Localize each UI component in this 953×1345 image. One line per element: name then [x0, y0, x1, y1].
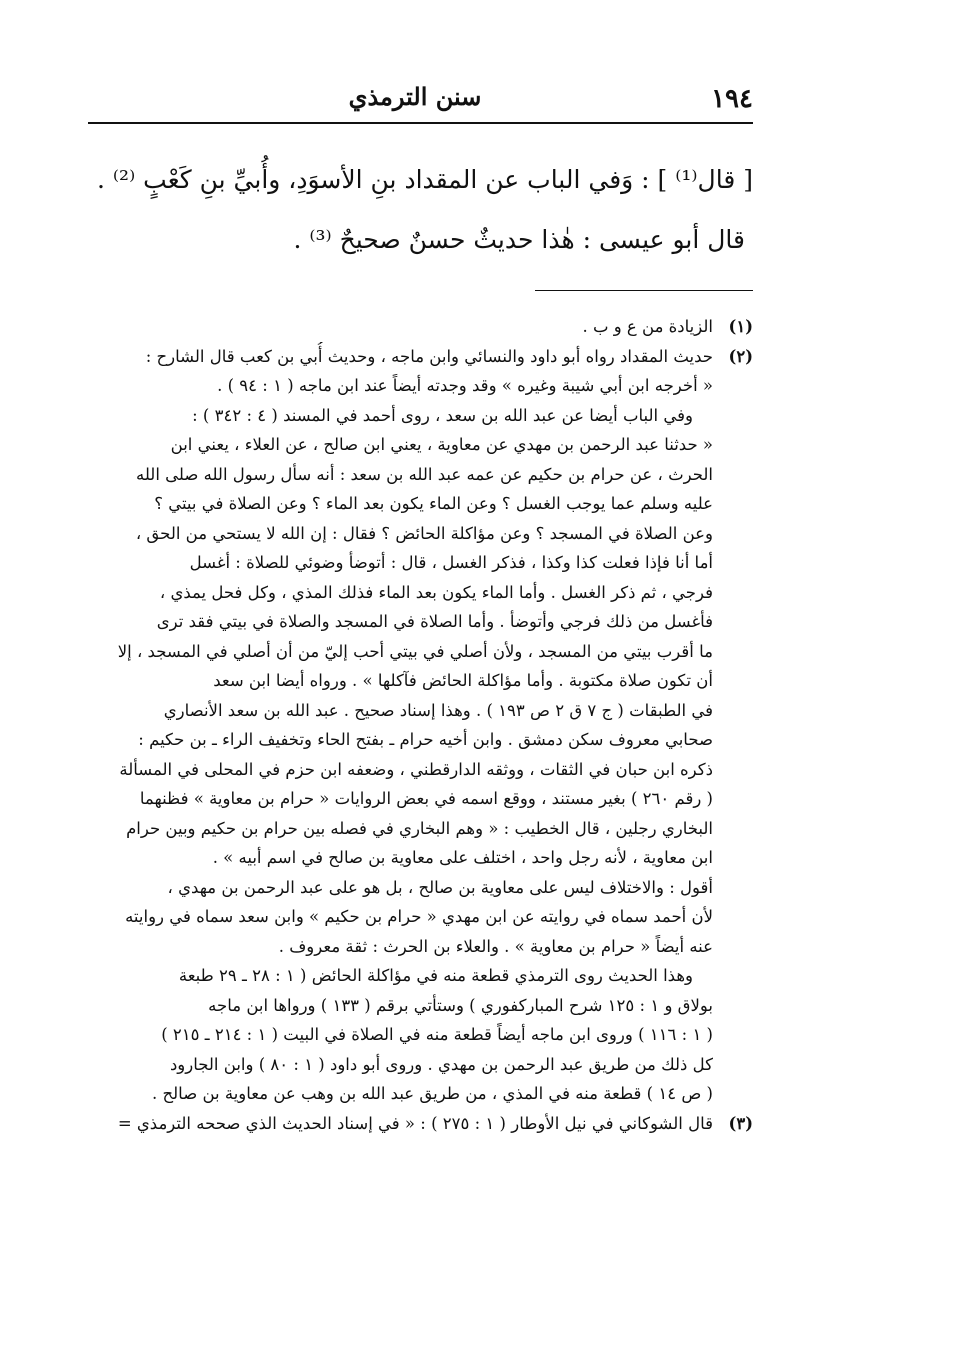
footnote-text: وفي الباب أيضا عن عبد الله بن سعد ، روى أحمد في المسند ( ٤ : ٣٤٢ ) : — [192, 405, 693, 425]
footnote-line — [82, 814, 753, 844]
footnote-line — [82, 637, 753, 667]
footnote-text: ما أقرب بيتي من المسجد ، ولأن أصلي في بيتي أحب إليّ من أن أصلي في المسجد ، إلا — [117, 641, 713, 661]
footnote-line — [82, 371, 753, 401]
footnote-line — [82, 489, 753, 519]
footnote-line — [82, 578, 753, 608]
footnote-text: الحرث ، عن حرام بن حكيم عن عمه عبد الله بن سعد : أنه سأل رسول الله صلى الله — [135, 464, 713, 484]
footnote-line — [82, 666, 753, 696]
footnote-marker: (١) — [728, 317, 753, 336]
footnote-line — [82, 696, 753, 726]
footnote-text: ذكره ابن حبان في الثقات ، ووثقه الدارقطني ، وضعفه ابن حزم في المحلى في المسألة — [119, 759, 713, 779]
running-title: سنن الترمذي — [348, 82, 482, 111]
footnote-text: ( ص ١٤ ) قطعة منه في المذي ، من طريق عبد الله بن وهب عن معاوية بن صالح . — [152, 1084, 713, 1103]
footnote-marker: (٣) — [728, 1113, 753, 1133]
footnote-text: أقول : والاختلاف ليس على معاوية بن صالح ، بل هو على عبد الرحمن بن مهدي ، — [167, 877, 713, 897]
footnotes — [82, 312, 753, 1138]
footnote-text: لأن أحمد سماه في روايته عن ابن مهدي « حرام بن حكيم » وابن سعد سماه في روايته — [125, 907, 713, 926]
footnote-text: ( رقم ٢٦٠ ) بغير مستند ، ووقع اسمه في بعض الروايات « حرام بن معاوية » فظنهما — [139, 789, 713, 808]
footnote-text: أن تكون صلاة مكتوبة . وأما مؤاكلة الحائض فآكلها » . ورواه أيضا ابن سعد — [213, 671, 713, 690]
footnote-text: كل ذلك من طريق عبد الرحمن بن مهدي . وروى أبو داود ( ١ : ٨٠ ) وابن الجارود — [169, 1054, 713, 1074]
footnote-line — [82, 991, 753, 1021]
footnote-line — [82, 312, 753, 342]
footnote-line — [82, 1020, 753, 1050]
footnote-text: قال الشوكاني في نيل الأوطار ( ١ : ٢٧٥ ) : « في إسناد الحديث الذي صححه الترمذي = — [117, 1113, 713, 1133]
main-line: قال أبو عيسى : هٰذا حديثٌ حسنٌ صحيحٌ ⁽³⁾ . — [293, 225, 745, 254]
footnote-text: عنه أيضاً « حرام بن معاوية » . والعلاء بن الحرث : ثقة معروف . — [278, 936, 713, 956]
footnote-text: الزيادة من ع و ب . — [582, 317, 713, 336]
footnote-line — [82, 460, 753, 490]
footnote-line — [82, 1109, 753, 1139]
footnote-line — [82, 902, 753, 932]
footnote-line — [82, 755, 753, 785]
footnote-line — [82, 873, 753, 903]
footnote-line — [82, 430, 753, 460]
footnote-marker: (٢) — [728, 346, 753, 366]
footnote-line — [82, 932, 753, 962]
footnote-line — [82, 519, 753, 549]
footnote-line — [82, 843, 753, 873]
footnote-text: « حدثنا عبد الرحمن بن مهدي عن معاوية ، يعني ابن صالح ، عن العلاء ، يعني ابن — [170, 435, 713, 454]
footnote-text: فأغسل من ذلك فرجي وأتوضأ . وأما الصلاة في المسجد والصلاة في بيتي فقد ترى — [156, 612, 713, 631]
footnote-text: البخاري رجلين ، قال الخطيب : « وهم البخاري في فصله بين حرام بن حكيم وبين حرام — [126, 818, 713, 838]
main-line: [ قال⁽¹⁾ ] : وَفي الباب عن المقداد بنِ الأسوَدِ، وأُبيِّ بنِ كَعْبٍ ⁽²⁾ . — [96, 165, 753, 194]
footnote-text: بولاق و ١ : ١٢٥ شرح المباركفوري ) وستأتي برقم ( ١٣٣ ) ورواها ابن ماجه — [208, 995, 713, 1015]
footnote-line — [82, 607, 753, 637]
footnote-line — [82, 784, 753, 814]
footnote-text: حديث المقداد رواه أبو داود والنسائي وابن ماجه ، وحديث أُبي بن كعب قال الشارح : — [145, 346, 713, 366]
page-number: ١٩٤ — [711, 84, 753, 114]
footnote-text: فرجي ، ثم ذكر الغسل . وأما الماء يكون بعد الماء فذلك المذي ، وكل فحل يمذي ، — [159, 582, 713, 602]
footnote-line — [82, 725, 753, 755]
footnote-text: ابن معاوية ، لأنه رجل واحد ، اختلف على معاوية بن صالح في اسم أبيه » . — [212, 848, 713, 867]
footnote-text: ( ١ : ١١٦ ) وروى ابن ماجه أيضاً قطعة منه في الصلاة في البيت ( ١ : ٢١٤ ـ ٢١٥ ) — [161, 1025, 713, 1044]
footnote-text: وهذا الحديث روى الترمذي قطعة منه في مؤاكلة الحائض ( ١ : ٢٨ ـ ٢٩ طبعة — [178, 966, 693, 985]
page-margin — [753, 0, 953, 1345]
header-rule — [88, 122, 753, 124]
footnote-line — [82, 401, 753, 431]
footnote-text: « أخرجه ابن أبي شيبة وغيره » وقد وجدته أيضاً عند ابن ماجه ( ١ : ٩٤ ) . — [217, 376, 713, 395]
footnote-text: وعن الصلاة في المسجد ؟ وعن مؤاكلة الحائض ؟ فقال : إن الله لا يستحي من الحق ، — [135, 523, 713, 543]
footnote-line — [82, 961, 753, 991]
footnote-text: عليه وسلم عما يوجب الغسل ؟ وعن الماء يكون بعد الماء ؟ وعن الصلاة في بيتي ؟ — [154, 494, 713, 513]
footnote-text: صحابي معروف سكن دمشق . وابن أخيه حرام ـ بفتح الحاء وتخفيف الراء ـ بن حكيم : — [138, 730, 713, 749]
footnote-line — [82, 342, 753, 372]
footnote-text: في الطبقات ( ج ٧ ق ٢ ص ١٩٣ ) . وهذا إسناد صحيح . عبد الله بن سعد الأنصاري — [163, 700, 713, 720]
footnote-text: أما أنا فإذا فعلت كذا وكذا ، فذكر الغسل ، قال : أتوضأ وضوئي للصلاة : أغسل — [189, 553, 713, 572]
footnote-line — [82, 548, 753, 578]
footnote-line — [82, 1079, 753, 1109]
footnotes-divider — [535, 290, 753, 291]
main-text — [95, 150, 753, 270]
footnote-line — [82, 1050, 753, 1080]
